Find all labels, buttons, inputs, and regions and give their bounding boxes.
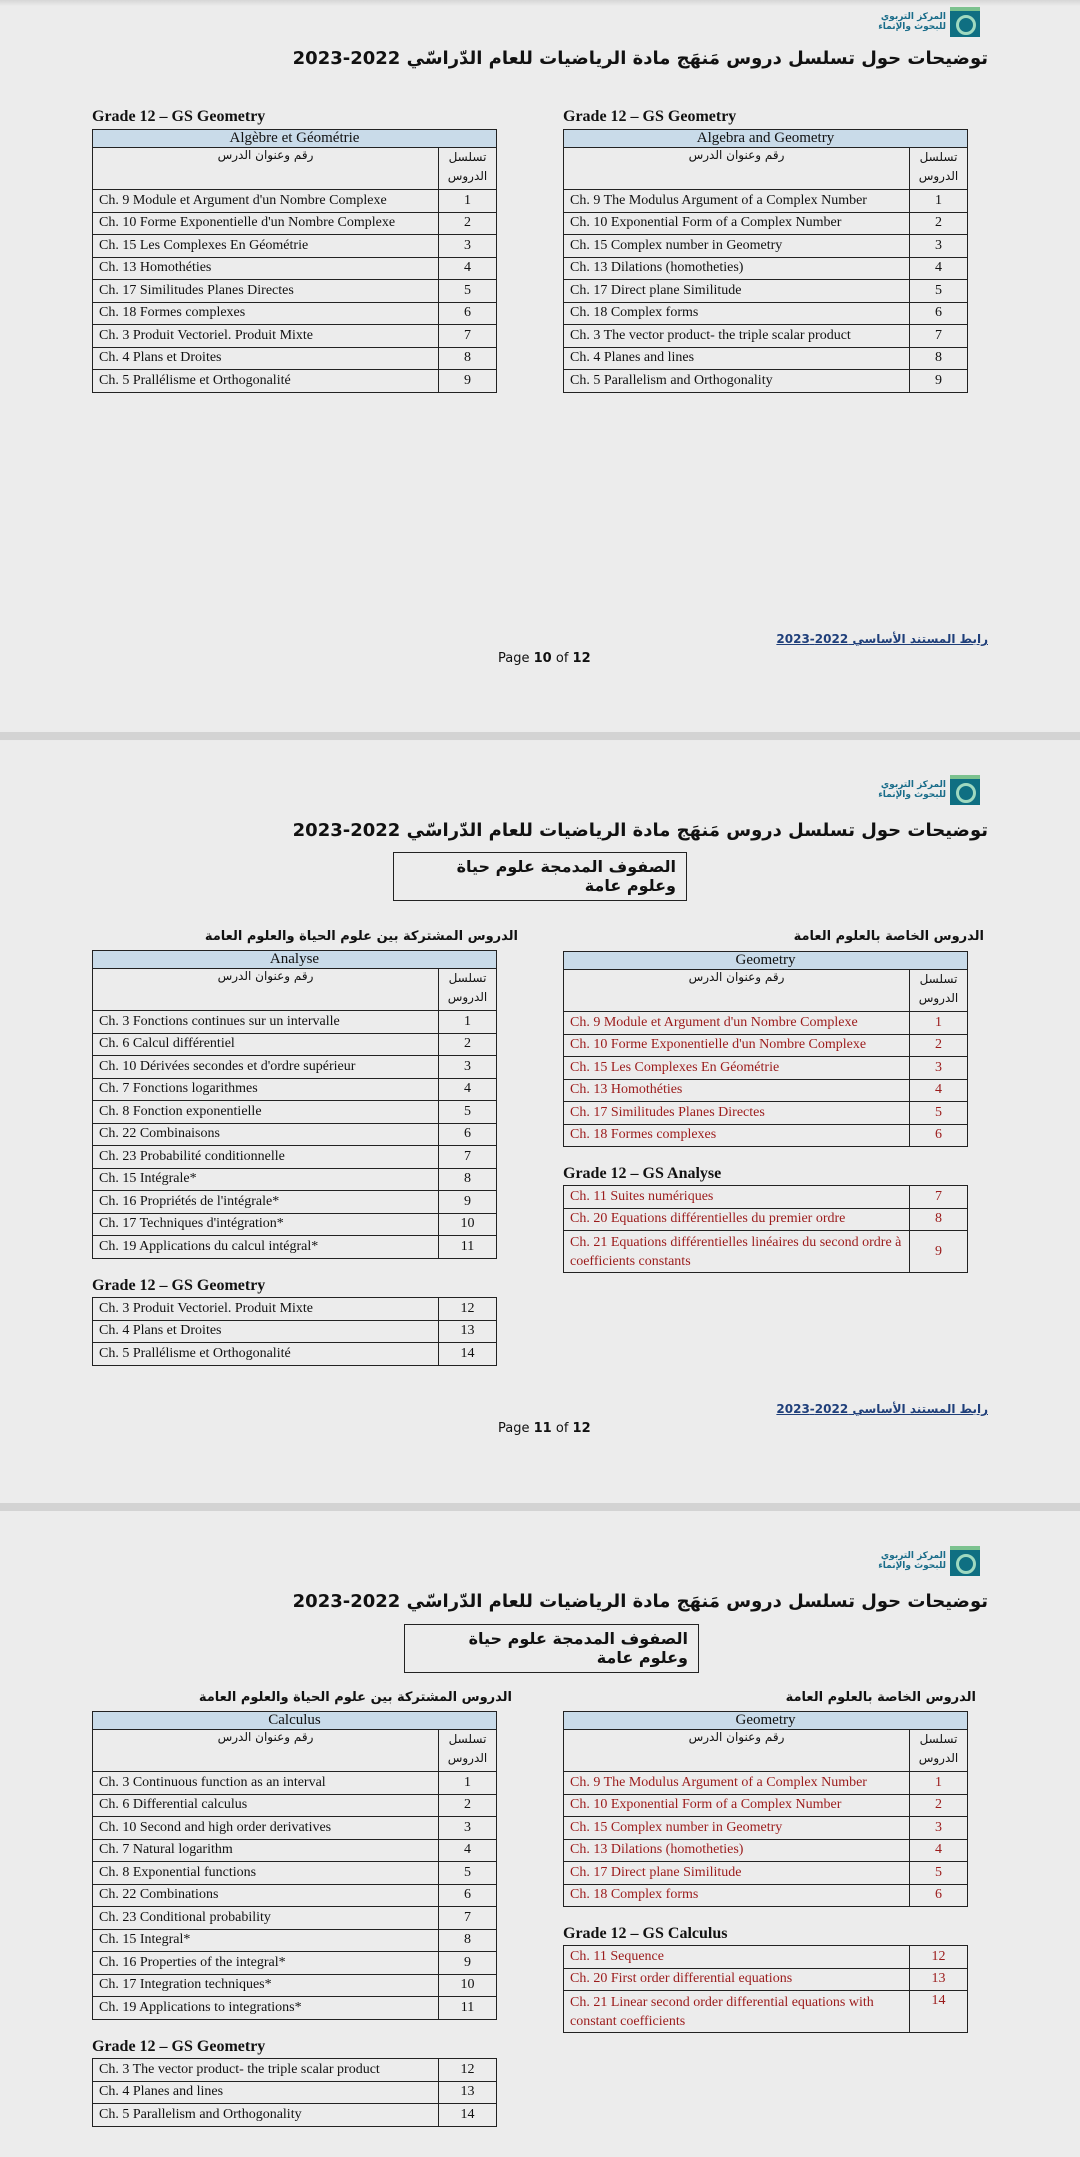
table-row [93,280,497,303]
table-row [564,1208,968,1231]
table-title: Geometry [564,1712,968,1730]
table-row [564,190,968,213]
lesson-sequence: 5 [910,1862,968,1885]
table-title-row [564,952,968,970]
gs-specific-lessons-heading: الدروس الخاصة بالعلوم العامة [785,1690,976,1705]
table-title: Analyse [93,951,497,969]
lesson-sequence: 8 [439,1168,497,1191]
lesson-sequence: 12 [439,2059,497,2082]
lesson-title: Ch. 3 Produit Vectoriel. Produit Mixte [93,325,439,348]
table-title: Geometry [564,952,968,970]
lesson-title: Ch. 6 Differential calculus [93,1794,439,1817]
lesson-sequence: 9 [910,370,968,393]
table-row [564,1012,968,1035]
lesson-title: Ch. 13 Dilations (homotheties) [564,1839,910,1862]
lesson-sequence: 5 [910,1102,968,1125]
logo-line-1: المركز التربوي [880,780,946,790]
crdp-logo [878,1546,980,1576]
lesson-title: Ch. 13 Homothéties [93,257,439,280]
lesson-sequence: 4 [439,257,497,280]
table-row [564,1946,968,1969]
page-current: 11 [533,1421,552,1436]
lesson-sequence: 1 [439,1011,497,1034]
column-header-title: رقم وعنوان الدرس [564,970,910,1012]
lesson-sequence: 3 [910,235,968,258]
table-row [564,1839,968,1862]
lesson-sequence: 6 [910,1124,968,1147]
lesson-title: Ch. 20 First order differential equations [564,1968,910,1991]
shared-lessons-heading: الدروس المشتركة بين علوم الحياة والعلوم العامة [204,929,518,944]
lesson-sequence: 9 [439,1952,497,1975]
lesson-sequence: 2 [910,212,968,235]
lesson-sequence: 1 [910,1772,968,1795]
lesson-title: Ch. 4 Plans et Droites [93,347,439,370]
lesson-sequence: 11 [439,1236,497,1259]
lesson-title: Ch. 18 Complex forms [564,1884,910,1907]
lesson-sequence: 11 [439,1997,497,2020]
lessons-table-calculus-gs [563,1945,968,2033]
lesson-title: Ch. 13 Dilations (homotheties) [564,257,910,280]
lesson-sequence: 6 [439,1123,497,1146]
lesson-title: Ch. 3 The vector product- the triple scalar product [93,2059,439,2082]
page-number [498,651,591,666]
lesson-sequence: 7 [439,1146,497,1169]
lesson-title: Ch. 4 Planes and lines [564,347,910,370]
lesson-sequence: 14 [439,1343,497,1366]
table-row [564,347,968,370]
lesson-sequence: 6 [439,1884,497,1907]
column-header-sequence: تسلسل الدروس [910,148,968,190]
lesson-sequence: 2 [439,212,497,235]
table-row [93,1011,497,1034]
table-title-row [564,130,968,148]
lesson-title: Ch. 16 Propriétés de l'intégrale* [93,1191,439,1214]
page-separator [0,1503,1080,1511]
table-row [93,1168,497,1191]
lesson-title: Ch. 3 Fonctions continues sur un intervalle [93,1011,439,1034]
table-body [564,1186,968,1273]
table-row [93,347,497,370]
table-row [93,1862,497,1885]
table-row [564,1862,968,1885]
source-document-link[interactable]: رابط المستند الأساسي 2022-2023 [776,1402,988,1416]
table-row [93,235,497,258]
lesson-title: Ch. 21 Equations différentielles linéaires du second ordre à coefficients constants [564,1231,910,1273]
table-row [564,1817,968,1840]
logo-line-2: للبحوث والإنماء [878,790,946,800]
column-header-sequence: تسلسل الدروس [910,970,968,1012]
table-body [93,130,497,393]
logo-line-1: المركز التربوي [880,1551,946,1561]
table-body [93,2059,497,2127]
lesson-sequence: 7 [910,325,968,348]
document-page-11 [0,741,1080,1511]
lesson-sequence: 8 [439,347,497,370]
lesson-sequence: 10 [439,1213,497,1236]
document-title: توضيحات حول تسلسل دروس مَنهَج مادة الرياضيات للعام الدّراسّي 2022-2023 [292,48,988,69]
logo-text [878,780,946,800]
lesson-title: Ch. 22 Combinaisons [93,1123,439,1146]
page-current: 10 [533,651,552,666]
lessons-table-geometry-gs [563,1711,968,1907]
page-total: 12 [572,651,591,666]
lesson-sequence: 5 [910,280,968,303]
column-header-row [564,970,968,1012]
column-header-row [564,148,968,190]
logo-line-2: للبحوث والإنماء [878,1561,946,1571]
lesson-title: Ch. 23 Probabilité conditionnelle [93,1146,439,1169]
lesson-title: Ch. 8 Fonction exponentielle [93,1101,439,1124]
lesson-title: Ch. 5 Parallelism and Orthogonality [93,2104,439,2127]
lesson-sequence: 4 [439,1839,497,1862]
lesson-title: Ch. 15 Intégrale* [93,1168,439,1191]
lesson-sequence: 1 [910,1012,968,1035]
table-body [93,1298,497,1366]
lesson-sequence: 4 [910,257,968,280]
lesson-title: Ch. 5 Parallelism and Orthogonality [564,370,910,393]
spiral-logo-icon [950,1546,980,1576]
lesson-sequence: 1 [439,1772,497,1795]
lesson-sequence: 2 [910,1794,968,1817]
lesson-sequence: 2 [910,1034,968,1057]
lesson-title: Ch. 9 The Modulus Argument of a Complex Number [564,1772,910,1795]
lesson-title: Ch. 9 Module et Argument d'un Nombre Complexe [564,1012,910,1035]
lesson-title: Ch. 17 Direct plane Similitude [564,280,910,303]
table-row [93,2081,497,2104]
column-header-sequence: تسلسل الدروس [910,1730,968,1772]
column-header-title: رقم وعنوان الدرس [93,1730,439,1772]
lesson-sequence: 5 [439,1101,497,1124]
table-body [564,952,968,1147]
spiral-logo-icon [950,7,980,37]
integrated-classes-title: الصفوف المدمجة علوم حياة وعلوم عامة [393,852,687,901]
table-row [93,302,497,325]
column-header-row [93,969,497,1011]
table-row [564,212,968,235]
lesson-sequence: 8 [910,347,968,370]
column-header-sequence: تسلسل الدروس [439,1730,497,1772]
document-title: توضيحات حول تسلسل دروس مَنهَج مادة الرياضيات للعام الدّراسّي 2022-2023 [292,1591,988,1612]
table-body [564,1946,968,2033]
lesson-sequence: 6 [910,302,968,325]
table-row [93,257,497,280]
table-row [93,1952,497,1975]
table-row [93,1033,497,1056]
lesson-sequence: 12 [910,1946,968,1969]
table-row [564,370,968,393]
lesson-title: Ch. 17 Techniques d'intégration* [93,1213,439,1236]
lessons-table-french [92,129,497,393]
table-row [93,1236,497,1259]
table-row [93,1839,497,1862]
table-row [564,1186,968,1209]
lesson-title: Ch. 9 Module et Argument d'un Nombre Complexe [93,190,439,213]
document-page-10 [0,0,1080,730]
lesson-title: Ch. 11 Suites numériques [564,1186,910,1209]
table-row [93,2104,497,2127]
lesson-title: Ch. 10 Dérivées secondes et d'ordre supérieur [93,1056,439,1079]
lesson-sequence: 8 [439,1929,497,1952]
table-row [564,1102,968,1125]
lesson-title: Ch. 18 Formes complexes [564,1124,910,1147]
lesson-sequence: 3 [439,1817,497,1840]
spiral-logo-icon [950,775,980,805]
table-row [93,1320,497,1343]
table-row [93,2059,497,2082]
table-row [564,1968,968,1991]
lesson-title: Ch. 10 Forme Exponentielle d'un Nombre Complexe [564,1034,910,1057]
table-row [93,1078,497,1101]
column-header-sequence: تسلسل الدروس [439,148,497,190]
table-row [564,1991,968,2033]
lesson-title: Ch. 9 The Modulus Argument of a Complex Number [564,190,910,213]
lesson-title: Ch. 17 Direct plane Similitude [564,1862,910,1885]
table-row [93,1884,497,1907]
lesson-sequence: 6 [910,1884,968,1907]
table-title: Algebra and Geometry [564,130,968,148]
table-row [93,1213,497,1236]
table-body [93,1712,497,2020]
table-row [564,302,968,325]
table-body [564,1712,968,1907]
column-header-sequence: تسلسل الدروس [439,969,497,1011]
lessons-table-geometry-extra [92,1297,497,1366]
table-row [93,1997,497,2020]
table-row [93,1298,497,1321]
lesson-sequence: 7 [439,1907,497,1930]
page-label: Page [498,1421,530,1436]
lesson-title: Ch. 4 Plans et Droites [93,1320,439,1343]
top-shadow [0,0,1080,6]
table-row [93,212,497,235]
lesson-sequence: 1 [910,190,968,213]
table-title: Algèbre et Géométrie [93,130,497,148]
page-of: of [555,1421,569,1436]
lesson-sequence: 7 [910,1186,968,1209]
lesson-sequence: 7 [439,325,497,348]
lesson-sequence: 4 [439,1078,497,1101]
logo-line-2: للبحوث والإنماء [878,22,946,32]
table-row [93,325,497,348]
document-page-12 [0,1511,1080,2157]
gs-specific-lessons-heading: الدروس الخاصة بالعلوم العامة [793,929,984,944]
lesson-sequence: 2 [439,1794,497,1817]
logo-text [878,1551,946,1571]
lesson-title: Ch. 23 Conditional probability [93,1907,439,1930]
lesson-title: Ch. 3 The vector product- the triple scalar product [564,325,910,348]
table-row [564,1231,968,1273]
lesson-title: Ch. 17 Integration techniques* [93,1974,439,1997]
table-row [93,1794,497,1817]
lesson-title: Ch. 20 Equations différentielles du premier ordre [564,1208,910,1231]
table-row [564,257,968,280]
column-header-title: رقم وعنوان الدرس [93,969,439,1011]
table-title: Calculus [93,1712,497,1730]
column-header-row [93,148,497,190]
lessons-table-analyse [92,950,497,1259]
lesson-title: Ch. 8 Exponential functions [93,1862,439,1885]
lesson-sequence: 6 [439,302,497,325]
table-row [93,1907,497,1930]
table-title-row [93,130,497,148]
shared-lessons-heading: الدروس المشتركة بين علوم الحياة والعلوم العامة [198,1690,512,1705]
lesson-sequence: 8 [910,1208,968,1231]
lesson-sequence: 3 [910,1057,968,1080]
lesson-sequence: 13 [439,1320,497,1343]
lessons-table-analyse-gs [563,1185,968,1273]
lesson-title: Ch. 3 Continuous function as an interval [93,1772,439,1795]
table-row [564,1079,968,1102]
lesson-title: Ch. 3 Produit Vectoriel. Produit Mixte [93,1298,439,1321]
lesson-sequence: 14 [439,2104,497,2127]
table-body [93,951,497,1259]
lesson-title: Ch. 10 Exponential Form of a Complex Number [564,1794,910,1817]
logo-line-1: المركز التربوي [880,12,946,22]
table-row [93,1101,497,1124]
table-row [93,1772,497,1795]
lesson-title: Ch. 10 Forme Exponentielle d'un Nombre Complexe [93,212,439,235]
lesson-sequence: 10 [439,1974,497,1997]
lesson-sequence: 5 [439,1862,497,1885]
page-separator [0,732,1080,740]
table-body [564,130,968,393]
lesson-sequence: 9 [439,1191,497,1214]
lesson-title: Ch. 11 Sequence [564,1946,910,1969]
column-header-title: رقم وعنوان الدرس [564,1730,910,1772]
table-row [93,1146,497,1169]
lesson-title: Ch. 15 Complex number in Geometry [564,1817,910,1840]
table-row [93,1929,497,1952]
lessons-table-calculus [92,1711,497,2020]
table-row [93,370,497,393]
integrated-classes-title: الصفوف المدمجة علوم حياة وعلوم عامة [404,1624,699,1673]
table-row [93,1123,497,1146]
page-of: of [555,651,569,666]
lessons-table-geometry-gs [563,951,968,1147]
crdp-logo [878,775,980,805]
lesson-title: Ch. 5 Prallélisme et Orthogonalité [93,370,439,393]
document-title: توضيحات حول تسلسل دروس مَنهَج مادة الرياضيات للعام الدّراسّي 2022-2023 [292,820,988,841]
table-row [564,235,968,258]
lesson-title: Ch. 18 Complex forms [564,302,910,325]
lesson-title: Ch. 17 Similitudes Planes Directes [564,1102,910,1125]
lesson-title: Ch. 18 Formes complexes [93,302,439,325]
lessons-table-geometry-extra [92,2058,497,2127]
column-header-title: رقم وعنوان الدرس [564,148,910,190]
lesson-title: Ch. 15 Integral* [93,1929,439,1952]
lesson-sequence: 2 [439,1033,497,1056]
column-header-row [93,1730,497,1772]
crdp-logo [878,7,980,37]
lesson-title: Ch. 4 Planes and lines [93,2081,439,2104]
lesson-title: Ch. 16 Properties of the integral* [93,1952,439,1975]
lesson-title: Ch. 17 Similitudes Planes Directes [93,280,439,303]
lesson-title: Ch. 10 Second and high order derivatives [93,1817,439,1840]
lesson-title: Ch. 19 Applications to integrations* [93,1997,439,2020]
lesson-sequence: 4 [910,1079,968,1102]
lesson-title: Ch. 7 Fonctions logarithmes [93,1078,439,1101]
column-header-row [564,1730,968,1772]
lesson-sequence: 12 [439,1298,497,1321]
lesson-title: Ch. 15 Complex number in Geometry [564,235,910,258]
logo-text [878,12,946,32]
lesson-title: Ch. 10 Exponential Form of a Complex Number [564,212,910,235]
lessons-table-english [563,129,968,393]
source-document-link[interactable]: رابط المستند الأساسي 2022-2023 [776,632,988,646]
lesson-sequence: 13 [439,2081,497,2104]
lesson-title: Ch. 21 Linear second order differential equations with constant coefficients [564,1991,910,2033]
lesson-sequence: 4 [910,1839,968,1862]
lesson-title: Ch. 22 Combinations [93,1884,439,1907]
page-label: Page [498,651,530,666]
grade-label-geometry: Grade 12 – GS Geometry [92,1277,266,1294]
lesson-sequence: 9 [910,1231,968,1273]
table-title-row [93,951,497,969]
table-title-row [564,1712,968,1730]
table-row [93,1056,497,1079]
table-row [564,1794,968,1817]
grade-label-geometry: Grade 12 – GS Geometry [92,2038,266,2055]
table-row [564,1884,968,1907]
table-row [93,1343,497,1366]
table-row [93,1191,497,1214]
table-title-row [93,1712,497,1730]
table-row [93,190,497,213]
grade-label-left: Grade 12 – GS Geometry [92,108,266,125]
table-row [564,1772,968,1795]
grade-label-analyse: Grade 12 – GS Analyse [563,1165,722,1182]
lesson-sequence: 9 [439,370,497,393]
table-row [564,325,968,348]
lesson-sequence: 3 [439,1056,497,1079]
page-total: 12 [572,1421,591,1436]
lesson-title: Ch. 5 Prallélisme et Orthogonalité [93,1343,439,1366]
table-row [564,1057,968,1080]
lesson-title: Ch. 6 Calcul différentiel [93,1033,439,1056]
grade-label-right: Grade 12 – GS Geometry [563,108,737,125]
lesson-title: Ch. 15 Les Complexes En Géométrie [93,235,439,258]
lesson-sequence: 3 [910,1817,968,1840]
lesson-sequence: 5 [439,280,497,303]
table-row [93,1817,497,1840]
lesson-title: Ch. 15 Les Complexes En Géométrie [564,1057,910,1080]
table-row [93,1974,497,1997]
lesson-title: Ch. 13 Homothéties [564,1079,910,1102]
grade-label-calculus: Grade 12 – GS Calculus [563,1925,728,1942]
lesson-sequence: 14 [910,1991,968,2033]
lesson-title: Ch. 19 Applications du calcul intégral* [93,1236,439,1259]
column-header-title: رقم وعنوان الدرس [93,148,439,190]
lesson-title: Ch. 7 Natural logarithm [93,1839,439,1862]
lesson-sequence: 3 [439,235,497,258]
page-number [498,1421,591,1436]
lesson-sequence: 13 [910,1968,968,1991]
table-row [564,280,968,303]
lesson-sequence: 1 [439,190,497,213]
table-row [564,1034,968,1057]
table-row [564,1124,968,1147]
